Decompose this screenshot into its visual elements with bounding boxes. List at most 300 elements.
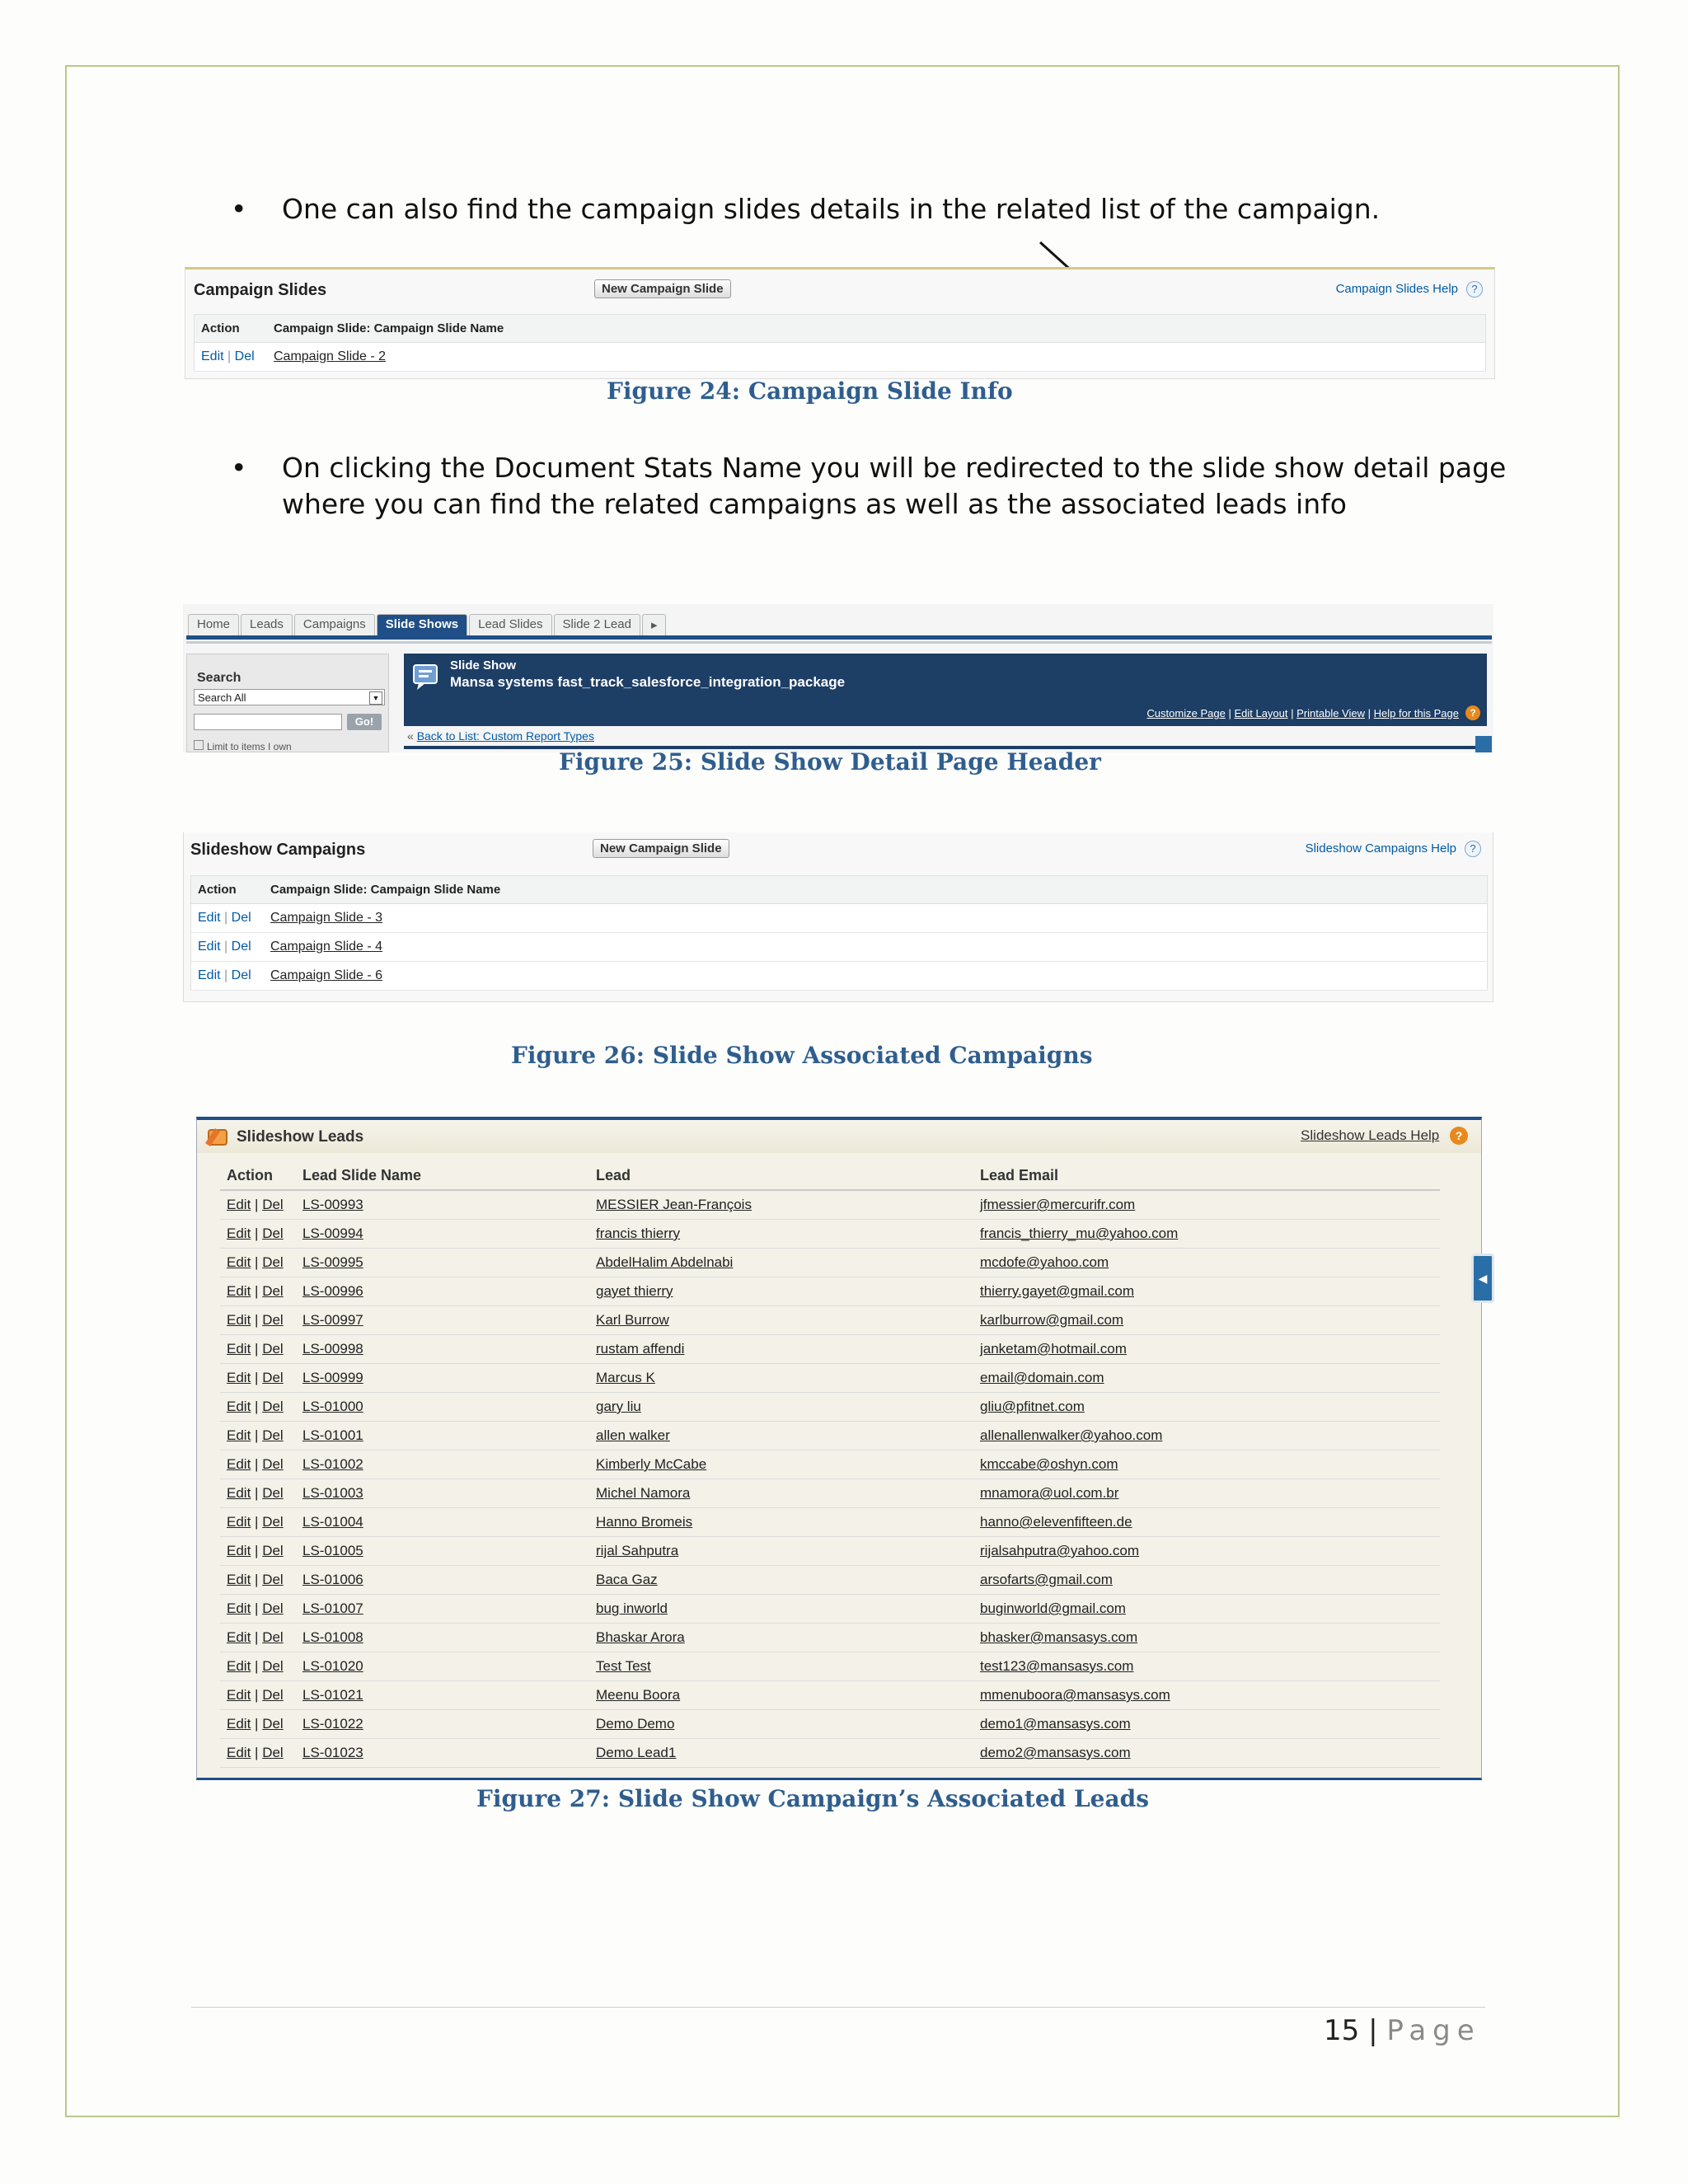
- search-scope-select[interactable]: [194, 689, 385, 705]
- lead-email-link[interactable]: email@domain.com: [980, 1370, 1104, 1385]
- lead-link[interactable]: Demo Lead1: [596, 1745, 677, 1760]
- lead-email-link[interactable]: test123@mansasys.com: [980, 1658, 1134, 1674]
- table-row: [220, 1652, 1440, 1681]
- table-row: [191, 933, 1488, 962]
- lead-link[interactable]: rustam affendi: [596, 1341, 685, 1357]
- slideshow-leads-panel: [196, 1117, 1488, 1780]
- action-cell: [220, 1537, 296, 1566]
- lead-slide-name-cell: [296, 1393, 589, 1422]
- lead-slide-name-cell: [296, 1739, 589, 1768]
- more-tabs-arrow-icon[interactable]: ▸: [642, 614, 667, 635]
- record-header-band: [404, 654, 1487, 726]
- table-header-row: [195, 315, 1486, 343]
- search-label: Search: [197, 671, 241, 685]
- lead-slide-name-cell: [296, 1710, 589, 1739]
- lead-email-cell: [973, 1652, 1440, 1681]
- separator: |: [255, 1601, 259, 1616]
- lead-email-link[interactable]: demo2@mansasys.com: [980, 1745, 1131, 1760]
- column-header: Action: [220, 1161, 296, 1190]
- lead-slide-name-link[interactable]: LS-01003: [302, 1485, 363, 1501]
- del-link[interactable]: Del: [262, 1254, 284, 1270]
- lead-slide-name-cell: [296, 1249, 589, 1277]
- table-row: [195, 343, 1486, 372]
- slide-show-detail-header: [183, 604, 1493, 752]
- new-campaign-slide-button[interactable]: New Campaign Slide: [593, 839, 729, 858]
- del-link[interactable]: Del: [231, 940, 251, 954]
- lead-email-link[interactable]: kmccabe@oshyn.com: [980, 1456, 1118, 1472]
- edit-link[interactable]: Edit: [227, 1226, 251, 1241]
- lead-link[interactable]: Bhaskar Arora: [596, 1629, 685, 1645]
- table-header-row: [220, 1161, 1440, 1190]
- lead-slide-name-cell: [296, 1364, 589, 1393]
- del-link[interactable]: Del: [262, 1370, 284, 1385]
- table-row: [220, 1422, 1440, 1451]
- bullet-item: [231, 450, 1550, 524]
- campaign-slide-link[interactable]: Campaign Slide - 3: [270, 911, 383, 925]
- edit-link[interactable]: Edit: [198, 968, 221, 982]
- separator: |: [255, 1427, 259, 1443]
- lead-link[interactable]: Hanno Bromeis: [596, 1514, 693, 1530]
- action-cell: [220, 1479, 296, 1508]
- separator: |: [255, 1745, 259, 1760]
- lead-cell: [589, 1451, 973, 1479]
- edit-layout-link[interactable]: Edit Layout: [1234, 707, 1288, 719]
- separator: |: [255, 1283, 259, 1299]
- lead-cell: [589, 1537, 973, 1566]
- tab-lead-slides[interactable]: Lead Slides: [469, 614, 551, 635]
- del-link[interactable]: Del: [262, 1485, 284, 1501]
- lead-slide-name-cell: [296, 1479, 589, 1508]
- lead-slide-name-link[interactable]: LS-01022: [302, 1716, 363, 1732]
- del-link[interactable]: Del: [231, 911, 251, 925]
- action-cell: [191, 933, 265, 962]
- separator: |: [255, 1543, 259, 1558]
- action-cell: [220, 1393, 296, 1422]
- figure-caption: Figure 26: Slide Show Associated Campaigns: [511, 1042, 1093, 1069]
- lead-slide-name-cell: [296, 1422, 589, 1451]
- help-icon: ?: [1466, 281, 1483, 298]
- action-cell: [220, 1451, 296, 1479]
- lead-email-link[interactable]: demo1@mansasys.com: [980, 1716, 1131, 1732]
- separator: |: [255, 1514, 259, 1530]
- table-row: [220, 1537, 1440, 1566]
- lead-slide-name-cell: [296, 1306, 589, 1335]
- lead-slide-name-link[interactable]: LS-00995: [302, 1254, 363, 1270]
- table-row: [220, 1451, 1440, 1479]
- action-cell: [220, 1710, 296, 1739]
- lead-email-cell: [973, 1595, 1440, 1624]
- slideshow-leads-table: [220, 1161, 1440, 1768]
- lead-link[interactable]: bug inworld: [596, 1601, 668, 1616]
- page-links: [1146, 707, 1459, 719]
- table-row: [220, 1479, 1440, 1508]
- panel-title: Slideshow Leads: [237, 1128, 364, 1146]
- separator: |: [255, 1312, 259, 1328]
- separator: |: [224, 968, 228, 982]
- lead-email-link[interactable]: gliu@pfitnet.com: [980, 1399, 1085, 1414]
- lead-cell: [589, 1681, 973, 1710]
- separator: |: [227, 349, 232, 363]
- lead-email-cell: [973, 1451, 1440, 1479]
- lead-link[interactable]: Test Test: [596, 1658, 651, 1674]
- lead-email-cell: [973, 1190, 1440, 1220]
- separator: |: [255, 1399, 259, 1414]
- edit-link[interactable]: Edit: [227, 1629, 251, 1645]
- figure-caption: Figure 27: Slide Show Campaign’s Associated Leads: [476, 1785, 1149, 1812]
- lead-slide-name-cell: [296, 1566, 589, 1595]
- help-icon: ?: [1465, 841, 1481, 857]
- column-header: Lead Email: [973, 1161, 1440, 1190]
- del-link[interactable]: Del: [262, 1226, 284, 1241]
- separator: |: [255, 1341, 259, 1357]
- lead-email-link[interactable]: jfmessier@mercurifr.com: [980, 1197, 1136, 1212]
- leads-icon: [204, 1125, 230, 1150]
- separator: |: [1368, 2014, 1378, 2047]
- lead-cell: [589, 1739, 973, 1768]
- edit-link[interactable]: Edit: [227, 1427, 251, 1443]
- del-link[interactable]: Del: [234, 349, 255, 363]
- separator: |: [224, 940, 228, 954]
- lead-link[interactable]: allen walker: [596, 1427, 670, 1443]
- action-cell: [220, 1306, 296, 1335]
- search-input[interactable]: [194, 714, 342, 730]
- separator: |: [1228, 707, 1231, 719]
- lead-email-cell: [973, 1681, 1440, 1710]
- lead-cell: [589, 1220, 973, 1249]
- lead-cell: [589, 1277, 973, 1306]
- del-link[interactable]: Del: [262, 1543, 284, 1558]
- separator: |: [255, 1197, 259, 1212]
- separator: |: [255, 1629, 259, 1645]
- lead-link[interactable]: Demo Demo: [596, 1716, 675, 1732]
- page-number-value: 15: [1324, 2014, 1360, 2047]
- edit-link[interactable]: Edit: [227, 1601, 251, 1616]
- tab-campaigns[interactable]: Campaigns: [294, 614, 375, 635]
- sidebar-search: [186, 654, 389, 752]
- edit-link[interactable]: Edit: [227, 1254, 251, 1270]
- record-name: Mansa systems fast_track_salesforce_integration_package: [450, 674, 846, 690]
- edit-link[interactable]: Edit: [198, 940, 221, 954]
- lead-slide-name-link[interactable]: LS-00999: [302, 1370, 363, 1385]
- printable-view-link[interactable]: Printable View: [1296, 707, 1366, 719]
- action-cell: [220, 1595, 296, 1624]
- lead-email-link[interactable]: francis_thierry_mu@yahoo.com: [980, 1226, 1179, 1241]
- separator: |: [1367, 707, 1372, 719]
- slideshow-leads-help-link[interactable]: [1301, 1127, 1468, 1145]
- go-button[interactable]: Go!: [347, 714, 382, 730]
- lead-slide-name-link[interactable]: LS-00993: [302, 1197, 363, 1212]
- lead-slide-name-link[interactable]: LS-01021: [302, 1687, 363, 1703]
- lead-link[interactable]: Karl Burrow: [596, 1312, 669, 1328]
- lead-slide-name-cell: [296, 1537, 589, 1566]
- separator: |: [255, 1370, 259, 1385]
- table-row: [220, 1739, 1440, 1768]
- action-cell: [220, 1249, 296, 1277]
- tab-bar: [188, 614, 668, 635]
- lead-cell: [589, 1422, 973, 1451]
- action-cell: [191, 962, 265, 991]
- customize-page-link[interactable]: Customize Page: [1146, 707, 1226, 719]
- lead-slide-name-link[interactable]: LS-01001: [302, 1427, 363, 1443]
- lead-email-link[interactable]: mcdofe@yahoo.com: [980, 1254, 1109, 1270]
- tab-home[interactable]: Home: [188, 614, 239, 635]
- name-cell: [264, 904, 1488, 933]
- edit-link[interactable]: Edit: [227, 1543, 251, 1558]
- lead-link[interactable]: MESSIER Jean-François: [596, 1197, 752, 1212]
- lead-email-cell: [973, 1710, 1440, 1739]
- lead-cell: [589, 1306, 973, 1335]
- back-to-list: [407, 729, 594, 743]
- lead-link[interactable]: rijal Sahputra: [596, 1543, 679, 1558]
- slideshow-campaigns-help-link[interactable]: [1306, 841, 1481, 857]
- lead-slide-name-link[interactable]: LS-01007: [302, 1601, 363, 1616]
- edit-link[interactable]: Edit: [227, 1485, 251, 1501]
- lead-email-cell: [973, 1364, 1440, 1393]
- lead-email-link[interactable]: mmenuboora@mansasys.com: [980, 1687, 1170, 1703]
- action-cell: [220, 1739, 296, 1768]
- lead-email-link[interactable]: bhasker@mansasys.com: [980, 1629, 1138, 1645]
- panel-header: [197, 1120, 1481, 1153]
- lead-slide-name-link[interactable]: LS-00996: [302, 1283, 363, 1299]
- del-link[interactable]: Del: [262, 1572, 284, 1587]
- lead-email-link[interactable]: allenallenwalker@yahoo.com: [980, 1427, 1163, 1443]
- table-row: [191, 962, 1488, 991]
- lead-link[interactable]: gary liu: [596, 1399, 641, 1414]
- table-row: [220, 1220, 1440, 1249]
- lead-email-cell: [973, 1422, 1440, 1451]
- lead-slide-name-link[interactable]: LS-00997: [302, 1312, 363, 1328]
- lead-slide-name-link[interactable]: LS-01000: [302, 1399, 363, 1414]
- lead-slide-name-cell: [296, 1652, 589, 1681]
- lead-link[interactable]: Kimberly McCabe: [596, 1456, 707, 1472]
- lead-email-link[interactable]: karlburrow@gmail.com: [980, 1312, 1124, 1328]
- lead-email-cell: [973, 1537, 1440, 1566]
- lead-link[interactable]: francis thierry: [596, 1226, 681, 1241]
- record-type-label: Slide Show: [450, 658, 517, 673]
- lead-email-link[interactable]: janketam@hotmail.com: [980, 1341, 1127, 1357]
- lead-email-cell: [973, 1566, 1440, 1595]
- campaign-slides-help-link[interactable]: [1336, 281, 1483, 298]
- separator: |: [255, 1716, 259, 1732]
- lead-email-link[interactable]: hanno@elevenfifteen.de: [980, 1514, 1132, 1530]
- edit-link[interactable]: Edit: [227, 1745, 251, 1760]
- lead-slide-name-link[interactable]: LS-01002: [302, 1456, 363, 1472]
- del-link[interactable]: Del: [262, 1687, 284, 1703]
- action-cell: [220, 1681, 296, 1710]
- name-cell: [264, 962, 1488, 991]
- edit-link[interactable]: Edit: [201, 349, 224, 363]
- del-link[interactable]: Del: [262, 1745, 284, 1760]
- edit-link[interactable]: Edit: [227, 1197, 251, 1212]
- table-row: [220, 1306, 1440, 1335]
- lead-email-link[interactable]: rijalsahputra@yahoo.com: [980, 1543, 1140, 1558]
- lead-cell: [589, 1249, 973, 1277]
- edit-link[interactable]: Edit: [227, 1687, 251, 1703]
- del-link[interactable]: Del: [262, 1456, 284, 1472]
- lead-email-cell: [973, 1220, 1440, 1249]
- action-cell: [220, 1364, 296, 1393]
- lead-cell: [589, 1624, 973, 1652]
- edit-link[interactable]: Edit: [227, 1312, 251, 1328]
- back-prefix: «: [407, 729, 414, 743]
- del-link[interactable]: Del: [262, 1629, 284, 1645]
- del-link[interactable]: Del: [262, 1514, 284, 1530]
- lead-email-link[interactable]: arsofarts@gmail.com: [980, 1572, 1113, 1587]
- table-row: [220, 1277, 1440, 1306]
- lead-email-link[interactable]: thierry.gayet@gmail.com: [980, 1283, 1134, 1299]
- action-cell: [220, 1335, 296, 1364]
- action-cell: [220, 1652, 296, 1681]
- page-label: Page: [1386, 2014, 1481, 2047]
- action-cell: [220, 1508, 296, 1537]
- campaign-slides-panel: [185, 267, 1495, 379]
- separator: |: [255, 1572, 259, 1587]
- bullet-symbol: •: [231, 193, 247, 225]
- new-campaign-slide-button[interactable]: New Campaign Slide: [594, 279, 731, 298]
- edit-link[interactable]: Edit: [227, 1399, 251, 1414]
- edit-link[interactable]: Edit: [227, 1456, 251, 1472]
- name-cell: [264, 933, 1488, 962]
- lead-cell: [589, 1364, 973, 1393]
- lead-cell: [589, 1190, 973, 1220]
- edit-link[interactable]: Edit: [227, 1658, 251, 1674]
- del-link[interactable]: Del: [262, 1399, 284, 1414]
- table-row: [220, 1566, 1440, 1595]
- chevron-down-icon: ▼: [369, 691, 382, 705]
- lead-email-cell: [973, 1624, 1440, 1652]
- help-for-this-page-link[interactable]: Help for this Page: [1373, 707, 1459, 719]
- slide-show-icon: [412, 662, 442, 691]
- column-header: Lead Slide Name: [296, 1161, 589, 1190]
- lead-cell: [589, 1393, 973, 1422]
- sidebar-toggle-icon[interactable]: [1475, 736, 1492, 752]
- lead-slide-name-link[interactable]: LS-01006: [302, 1572, 363, 1587]
- slideshow-campaigns-table: [190, 875, 1488, 991]
- help-orange-icon[interactable]: ?: [1465, 705, 1480, 720]
- edit-link[interactable]: Edit: [227, 1283, 251, 1299]
- action-cell: [220, 1566, 296, 1595]
- edit-link[interactable]: Edit: [227, 1716, 251, 1732]
- lead-slide-name-link[interactable]: LS-00998: [302, 1341, 363, 1357]
- table-row: [220, 1393, 1440, 1422]
- lead-cell: [589, 1335, 973, 1364]
- campaign-slide-link[interactable]: Campaign Slide - 4: [270, 940, 383, 954]
- lead-slide-name-link[interactable]: LS-00994: [302, 1226, 363, 1241]
- table-row: [220, 1681, 1440, 1710]
- name-cell: [267, 343, 1486, 372]
- campaign-slide-link[interactable]: Campaign Slide - 6: [270, 968, 383, 982]
- limit-label: Limit to items I own: [207, 741, 292, 752]
- del-link[interactable]: Del: [262, 1427, 284, 1443]
- separator: |: [1291, 707, 1294, 719]
- tab-slide-shows[interactable]: Slide Shows: [377, 614, 467, 635]
- figure-caption: Figure 25: Slide Show Detail Page Header: [559, 748, 1101, 776]
- edit-link[interactable]: Edit: [198, 911, 221, 925]
- lead-slide-name-link[interactable]: LS-01023: [302, 1745, 363, 1760]
- table-row: [220, 1624, 1440, 1652]
- lead-email-link[interactable]: mnamora@uol.com.br: [980, 1485, 1119, 1501]
- action-cell: [220, 1422, 296, 1451]
- column-header: Campaign Slide: Campaign Slide Name: [264, 876, 1488, 904]
- help-link-label: Slideshow Campaigns Help: [1305, 841, 1456, 855]
- lead-email-cell: [973, 1249, 1440, 1277]
- campaign-slide-link[interactable]: Campaign Slide - 2: [274, 349, 387, 363]
- del-link[interactable]: Del: [262, 1601, 284, 1616]
- edit-link[interactable]: Edit: [227, 1341, 251, 1357]
- tab-bar-underline-secondary: [186, 641, 1492, 644]
- lead-email-link[interactable]: buginworld@gmail.com: [980, 1601, 1126, 1616]
- lead-link[interactable]: Meenu Boora: [596, 1687, 681, 1703]
- column-header: Action: [195, 315, 268, 343]
- page-number: [1324, 2014, 1481, 2047]
- lead-link[interactable]: AbdelHalim Abdelnabi: [596, 1254, 734, 1270]
- table-header-row: [191, 876, 1488, 904]
- tab-leads[interactable]: Leads: [241, 614, 293, 635]
- lead-slide-name-link[interactable]: LS-01005: [302, 1543, 363, 1558]
- table-row: [220, 1364, 1440, 1393]
- separator: |: [255, 1456, 259, 1472]
- del-link[interactable]: Del: [262, 1341, 284, 1357]
- action-cell: [220, 1624, 296, 1652]
- footer-rule: [191, 2007, 1485, 2008]
- lead-email-cell: [973, 1335, 1440, 1364]
- del-link[interactable]: Del: [231, 968, 251, 982]
- edit-link[interactable]: Edit: [227, 1514, 251, 1530]
- del-link[interactable]: Del: [262, 1716, 284, 1732]
- lead-email-cell: [973, 1508, 1440, 1537]
- separator: |: [255, 1485, 259, 1501]
- sidebar-toggle-icon[interactable]: ◀: [1471, 1254, 1494, 1303]
- column-header: Action: [191, 876, 265, 904]
- lead-slide-name-cell: [296, 1335, 589, 1364]
- separator: |: [255, 1226, 259, 1241]
- lead-link[interactable]: Baca Gaz: [596, 1572, 658, 1587]
- edit-link[interactable]: Edit: [227, 1370, 251, 1385]
- lead-slide-name-link[interactable]: LS-01008: [302, 1629, 363, 1645]
- column-header: Lead: [589, 1161, 973, 1190]
- panel-title: Campaign Slides: [194, 281, 327, 299]
- del-link[interactable]: Del: [262, 1197, 284, 1212]
- lead-slide-name-cell: [296, 1190, 589, 1220]
- slideshow-campaigns-panel: [183, 832, 1493, 1002]
- table-row: [220, 1335, 1440, 1364]
- lead-link[interactable]: gayet thierry: [596, 1283, 673, 1299]
- tab-bar-underline: [186, 635, 1492, 640]
- bullet-item: [231, 191, 1550, 227]
- edit-link[interactable]: Edit: [227, 1572, 251, 1587]
- lead-email-cell: [973, 1479, 1440, 1508]
- lead-email-cell: [973, 1739, 1440, 1768]
- limit-checkbox-row[interactable]: [194, 740, 292, 752]
- help-link-label: Slideshow Leads Help: [1301, 1127, 1440, 1143]
- lead-slide-name-cell: [296, 1681, 589, 1710]
- del-link[interactable]: Del: [262, 1658, 284, 1674]
- bullet-text: One can also find the campaign slides details in the related list of the campaign.: [282, 193, 1381, 225]
- lead-slide-name-cell: [296, 1624, 589, 1652]
- back-to-list-link[interactable]: Back to List: Custom Report Types: [416, 729, 594, 743]
- lead-slide-name-cell: [296, 1277, 589, 1306]
- lead-link[interactable]: Marcus K: [596, 1370, 655, 1385]
- separator: |: [224, 911, 228, 925]
- lead-slide-name-link[interactable]: LS-01020: [302, 1658, 363, 1674]
- del-link[interactable]: Del: [262, 1283, 284, 1299]
- tab-slide-2-lead[interactable]: Slide 2 Lead: [554, 614, 640, 635]
- campaign-slides-table: [194, 314, 1486, 372]
- lead-slide-name-link[interactable]: LS-01004: [302, 1514, 363, 1530]
- del-link[interactable]: Del: [262, 1312, 284, 1328]
- lead-link[interactable]: Michel Namora: [596, 1485, 691, 1501]
- checkbox[interactable]: [194, 740, 204, 750]
